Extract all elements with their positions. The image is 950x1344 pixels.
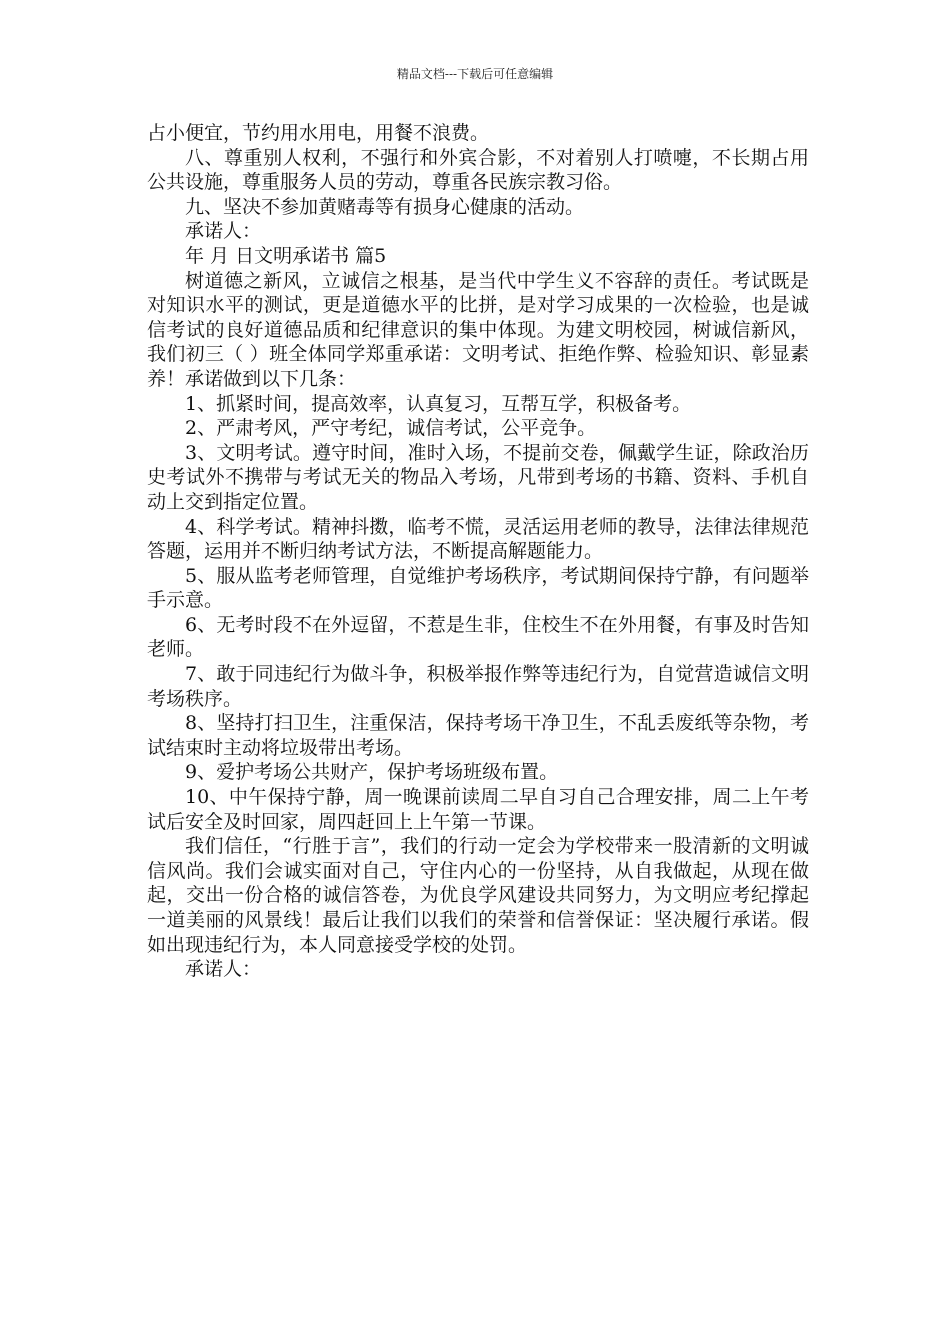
list-item-1: 1、抓紧时间，提高效率，认真复习，互帮互学，积极备考。 bbox=[185, 392, 692, 415]
list-item-6: 6、无考时段不在外逗留，不惹是生非，住校生不在外用餐，有事及时告知老师。 bbox=[147, 613, 809, 661]
paragraph-3: 九、坚决不参加黄赌毒等有损身心健康的活动。 bbox=[185, 195, 585, 218]
paragraph-1: 占小便宜，节约用水用电，用餐不浪费。 bbox=[147, 122, 490, 144]
list-item-4: 4、科学考试。精神抖擞，临考不慌，灵活运用老师的教导，法律法律规范答题，运用并不断归纳考试方法，不断提高解题能力。 bbox=[147, 515, 809, 563]
list-item-3: 3、文明考试。遵守时间，准时入场，不提前交卷，佩戴学生证，除政治历史考试外不携带与考试无关的物品入考场，凡带到考场的书籍、资料、手机自动上交到指定位置。 bbox=[147, 441, 809, 513]
signature-label: 承诺人： bbox=[185, 220, 262, 243]
document-body bbox=[147, 121, 809, 982]
list-item-5: 5、服从监考老师管理，自觉维护考场秩序，考试期间保持宁静，有问题举手示意。 bbox=[147, 564, 809, 612]
paragraph-2: 八、尊重别人权利，不强行和外宾合影，不对着别人打喷嚏，不长期占用公共设施，尊重服务人员的劳动，尊重各民族宗教习俗。 bbox=[147, 146, 809, 194]
paragraph-intro: 树道德之新风，立诚信之根基，是当代中学生义不容辞的责任。考试既是对知识水平的测试，更是道德水平的比拼，是对学习成果的一次检验，也是诚信考试的良好道德品质和纪律意识的集中体现。为建文明校园，树诚信新风，我们初三（ ）班全体同学郑重承诺：文明考试、拒绝作弊、检验知识、彰显素养！承诺做到以下几条： bbox=[147, 269, 809, 390]
paragraph-closing: 我们信任，“行胜于言”，我们的行动一定会为学校带来一股清新的文明诚信风尚。我们会诚实面对自己，守住内心的一份坚持，从自我做起，从现在做起，交出一份合格的诚信答卷，为优良学风建设共同努力，为文明应考纪撑起一道美丽的风景线！最后让我们以我们的荣誉和信誉保证：坚决履行承诺。假如出现违纪行为，本人同意接受学校的处罚。 bbox=[147, 835, 809, 956]
list-item-8: 8、坚持打扫卫生，注重保洁，保持考场干净卫生，不乱丢废纸等杂物，考试结束时主动将垃圾带出考场。 bbox=[147, 712, 809, 759]
list-item-10: 10、中午保持宁静，周一晚课前读周二早自习自己合理安排，周二上午考试后安全及时回家，周四赶回上上午第一节课。 bbox=[147, 786, 809, 833]
list-item-7: 7、敢于同违纪行为做斗争，积极举报作弊等违纪行为，自觉营造诚信文明考场秩序。 bbox=[147, 663, 809, 710]
signature-label-final: 承诺人： bbox=[185, 958, 262, 981]
page-header: 精品文档---下载后可任意编辑 bbox=[396, 67, 554, 81]
list-item-9: 9、爱护考场公共财产，保护考场班级布置。 bbox=[185, 761, 559, 784]
list-item-2: 2、严肃考风，严守考纪，诚信考试，公平竞争。 bbox=[185, 417, 597, 440]
section-title: 年 月 日文明承诺书 篇5 bbox=[185, 244, 387, 267]
